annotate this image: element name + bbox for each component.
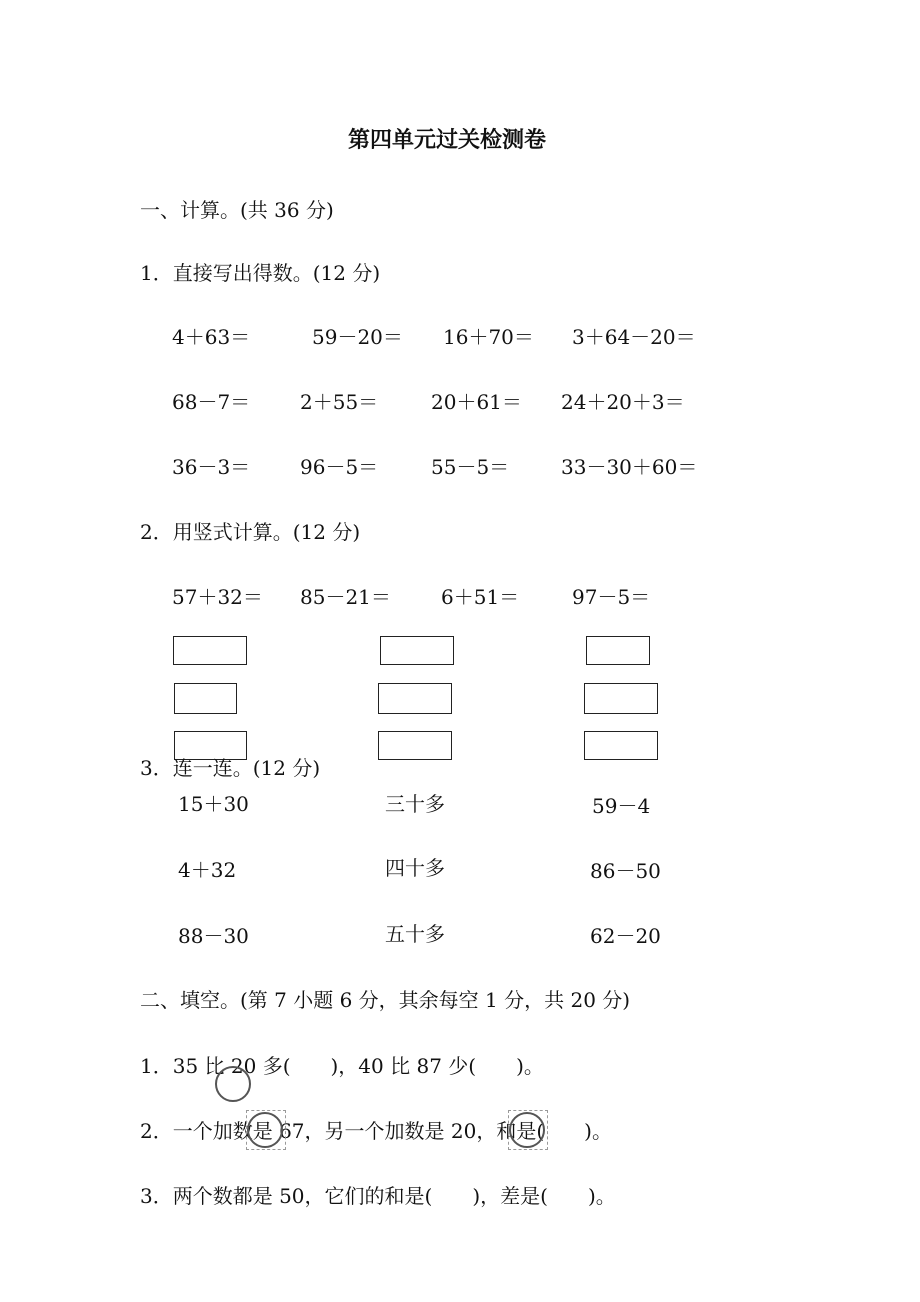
section2-heading: 二、填空。(第 7 小题 6 分，其余每空 1 分，共 20 分) xyxy=(140,988,631,1012)
answer-box[interactable] xyxy=(380,636,454,665)
match-right-item: 59－4 xyxy=(592,794,651,818)
q1-expr: 24＋20＋3＝ xyxy=(561,390,685,414)
circle-mark xyxy=(509,1112,545,1148)
match-left-item: 88－30 xyxy=(178,924,249,948)
q1-expr: 4＋63＝ xyxy=(172,325,251,349)
fill-blank-item: 3．两个数都是 50，它们的和是( )，差是( )。 xyxy=(140,1184,616,1208)
answer-box[interactable] xyxy=(584,683,658,714)
match-right-item: 62－20 xyxy=(590,924,661,948)
circle-mark xyxy=(215,1066,251,1102)
fill-blank-item: 1．35 比 20 多( )，40 比 87 少( )。 xyxy=(140,1054,544,1078)
section1-heading: 一、计算。(共 36 分) xyxy=(140,198,334,222)
match-middle-item: 五十多 xyxy=(385,922,445,946)
q1-expr: 59－20＝ xyxy=(312,325,403,349)
match-left-item: 15＋30 xyxy=(178,792,249,816)
circle-mark xyxy=(247,1112,283,1148)
answer-box[interactable] xyxy=(378,731,452,760)
q2-expr: 6＋51＝ xyxy=(441,585,520,609)
answer-box[interactable] xyxy=(586,636,650,665)
page-title: 第四单元过关检测卷 xyxy=(348,127,547,153)
match-middle-item: 四十多 xyxy=(385,856,445,880)
answer-box[interactable] xyxy=(174,683,237,714)
answer-box[interactable] xyxy=(173,636,247,665)
q2-heading: 2．用竖式计算。(12 分) xyxy=(140,520,361,544)
fill-blank-item: 2．一个加数是 67，另一个加数是 20，和是( )。 xyxy=(140,1119,612,1143)
match-right-item: 86－50 xyxy=(590,859,661,883)
q2-expr: 97－5＝ xyxy=(572,585,651,609)
q2-expr: 85－21＝ xyxy=(300,585,391,609)
q1-heading: 1．直接写出得数。(12 分) xyxy=(140,261,381,285)
q1-expr: 16＋70＝ xyxy=(443,325,534,349)
q1-expr: 3＋64－20＝ xyxy=(572,325,696,349)
q1-expr: 36－3＝ xyxy=(172,455,251,479)
q1-expr: 20＋61＝ xyxy=(431,390,522,414)
q1-expr: 33－30＋60＝ xyxy=(561,455,698,479)
match-left-item: 4＋32 xyxy=(178,858,237,882)
answer-box[interactable] xyxy=(584,731,658,760)
q3-heading: 3．连一连。(12 分) xyxy=(140,756,321,780)
q1-expr: 96－5＝ xyxy=(300,455,379,479)
q1-expr: 55－5＝ xyxy=(431,455,510,479)
answer-box[interactable] xyxy=(378,683,452,714)
match-middle-item: 三十多 xyxy=(385,792,445,816)
q1-expr: 68－7＝ xyxy=(172,390,251,414)
q1-expr: 2＋55＝ xyxy=(300,390,379,414)
q2-expr: 57＋32＝ xyxy=(172,585,263,609)
